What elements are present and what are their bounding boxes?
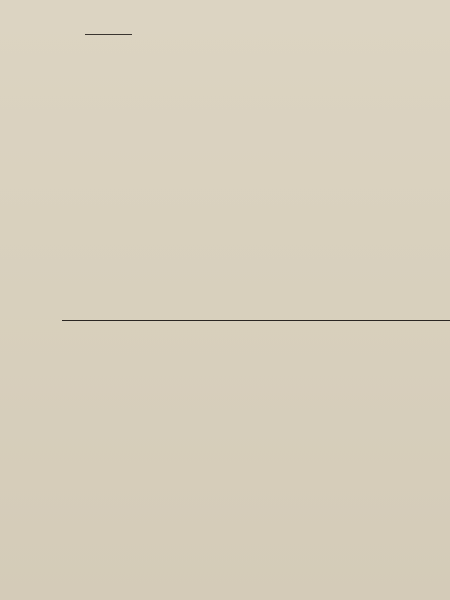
top-rule bbox=[85, 34, 132, 35]
section-divider bbox=[62, 320, 450, 321]
